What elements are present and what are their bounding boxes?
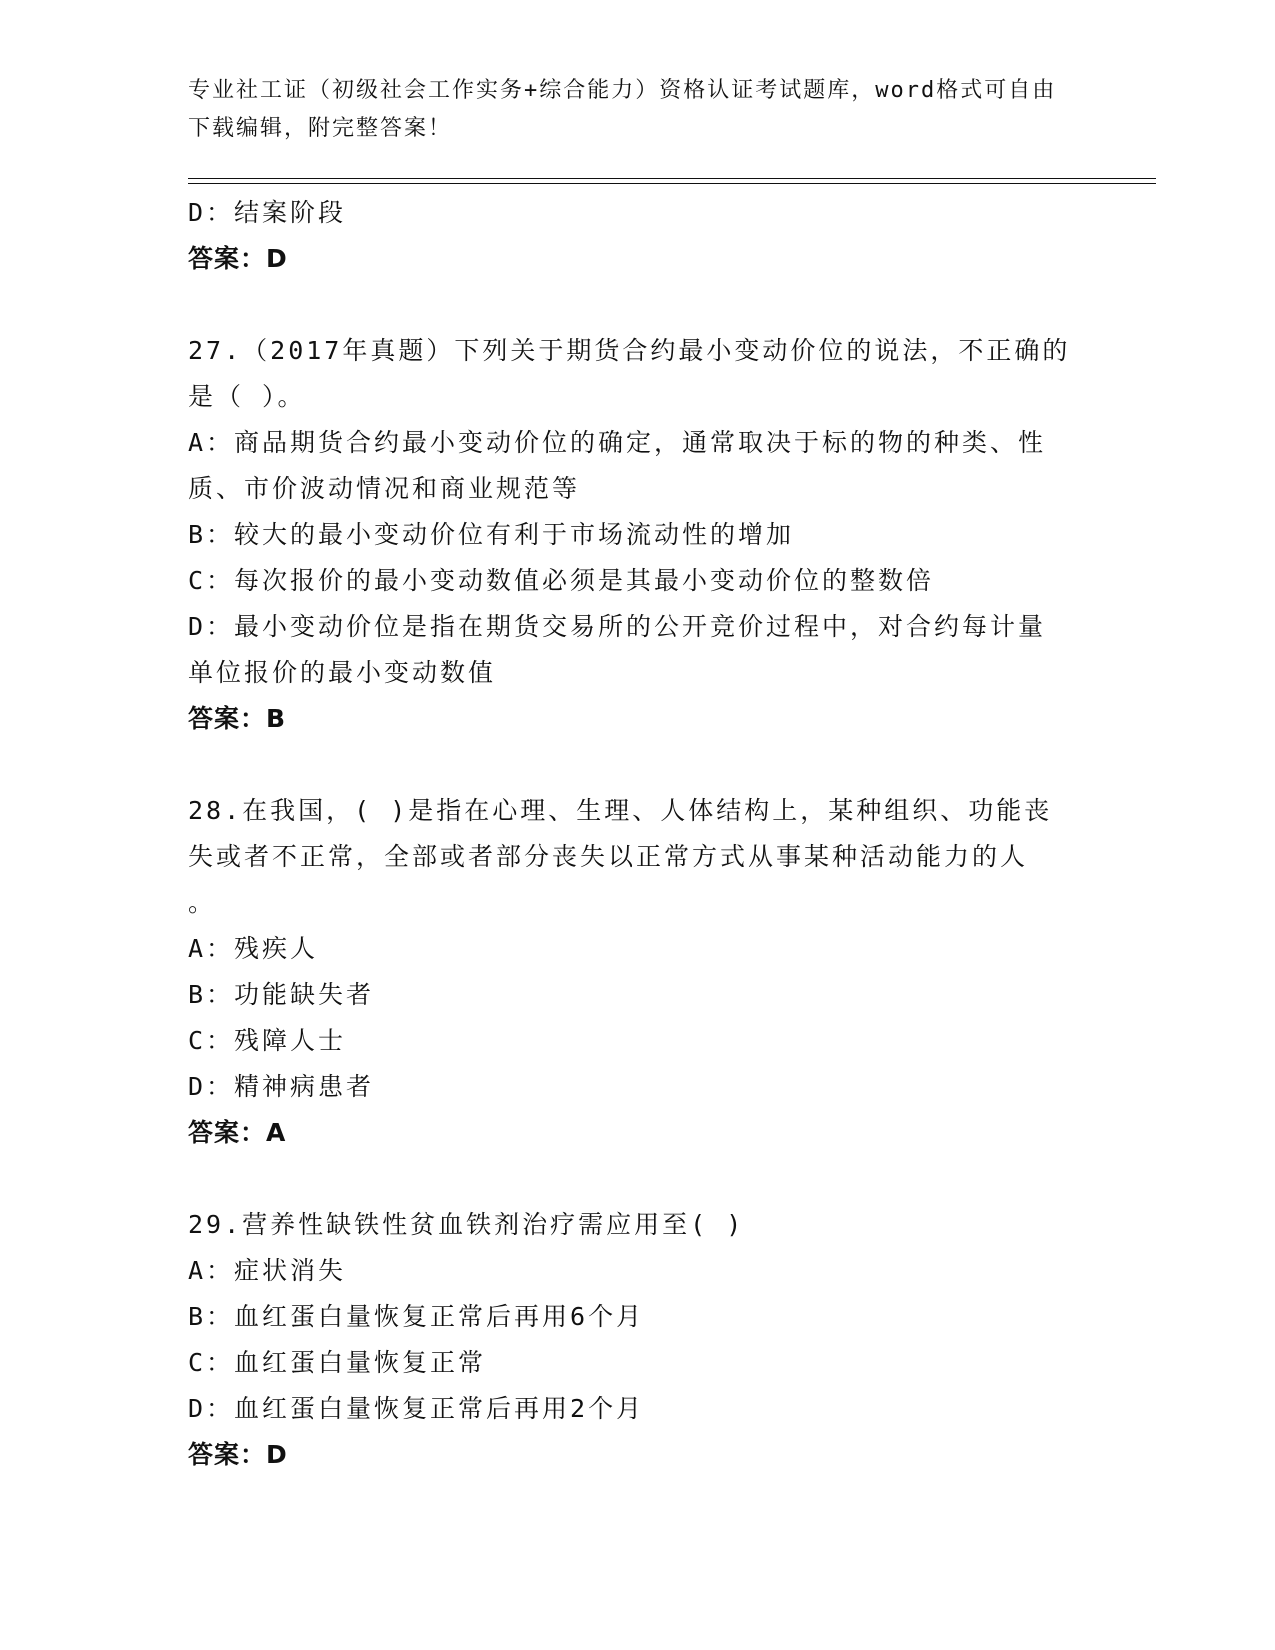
answer: 答案：A	[188, 1118, 287, 1147]
question-29	[188, 1202, 1108, 1478]
header-divider-top	[188, 178, 1156, 179]
spacer	[188, 282, 1108, 328]
option-a-cont: 质、市价波动情况和商业规范等	[188, 474, 581, 503]
option-b: B：较大的最小变动价位有利于市场流动性的增加	[188, 520, 795, 549]
option-d: D：最小变动价位是指在期货交易所的公开竞价过程中，对合约每计量	[188, 612, 1047, 641]
answer: 答案：D	[188, 244, 288, 273]
question-stem-end: 。	[188, 888, 217, 917]
header-line-1: 专业社工证（初级社会工作实务+综合能力）资格认证考试题库，word格式可自由	[188, 78, 1057, 103]
option-b: B：功能缺失者	[188, 980, 375, 1009]
previous-question-tail	[188, 190, 1108, 282]
spacer	[188, 1156, 1108, 1202]
question-27	[188, 328, 1108, 742]
question-stem-cont: 失或者不正常，全部或者部分丧失以正常方式从事某种活动能力的人	[188, 842, 1029, 871]
question-stem: 28.在我国，( )是指在心理、生理、人体结构上，某种组织、功能丧	[188, 796, 1053, 825]
option-a: A：残疾人	[188, 934, 319, 963]
document-header	[188, 72, 1088, 148]
option-a: A：症状消失	[188, 1256, 347, 1285]
question-stem: 27.（2017年真题）下列关于期货合约最小变动价位的说法，不正确的	[188, 336, 1071, 365]
option-a: A：商品期货合约最小变动价位的确定，通常取决于标的物的种类、性	[188, 428, 1047, 457]
answer: 答案：D	[188, 1440, 288, 1469]
header-line-2: 下载编辑，附完整答案！	[188, 116, 453, 141]
option-b: B：血红蛋白量恢复正常后再用6个月	[188, 1302, 645, 1331]
option-c: C：残障人士	[188, 1026, 347, 1055]
header-divider-bottom	[188, 183, 1156, 184]
question-stem: 29.营养性缺铁性贫血铁剂治疗需应用至( )	[188, 1210, 745, 1239]
option-c: C：每次报价的最小变动数值必须是其最小变动价位的整数倍	[188, 566, 935, 595]
option-d-cont: 单位报价的最小变动数值	[188, 658, 497, 687]
answer: 答案：B	[188, 704, 287, 733]
option-c: C：血红蛋白量恢复正常	[188, 1348, 487, 1377]
option-d: D：血红蛋白量恢复正常后再用2个月	[188, 1394, 645, 1423]
spacer	[188, 742, 1108, 788]
question-list	[188, 190, 1108, 1478]
question-stem-cont: 是（ ）。	[188, 382, 306, 411]
option-d: D：精神病患者	[188, 1072, 375, 1101]
question-28	[188, 788, 1108, 1156]
option-d: D：结案阶段	[188, 198, 347, 227]
